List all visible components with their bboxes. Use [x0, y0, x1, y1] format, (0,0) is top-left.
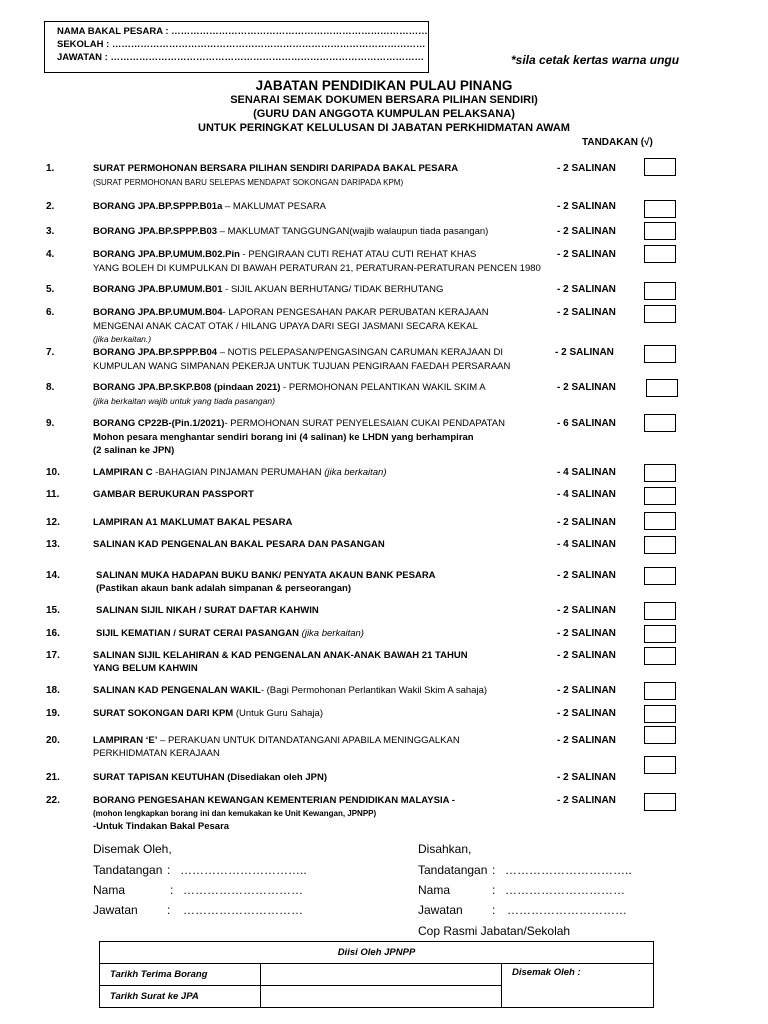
- item-copies: - 2 SALINAN: [555, 347, 614, 358]
- checkbox-item-13[interactable]: [644, 536, 676, 554]
- item-copies: - 2 SALINAN: [557, 163, 616, 174]
- item-number: 12.: [46, 517, 60, 528]
- tandatangan-field-left[interactable]: …………………………..: [180, 863, 307, 877]
- item-copies: - 2 SALINAN: [557, 795, 616, 806]
- item-9-line2: Mohon pesara menghantar sendiri borang ini (4 salinan) ke LHDN yang berhampiran: [93, 432, 474, 443]
- item-1-note: (SURAT PERMOHONAN BARU SELEPAS MENDAPAT SOKONGAN DARIPADA KPM): [93, 178, 404, 187]
- checkbox-item-22[interactable]: [644, 793, 676, 811]
- nama-bakal-pesara-field[interactable]: NAMA BAKAL PESARA : ………………………………………………………………………: [57, 26, 428, 37]
- tandakan-header: TANDAKAN (√): [582, 137, 653, 148]
- checklist-subtitle: (GURU DAN ANGGOTA KUMPULAN PELAKSANA): [253, 108, 515, 120]
- checkbox-item-6[interactable]: [644, 305, 676, 323]
- item-number: 21.: [46, 772, 60, 783]
- item-number: 18.: [46, 685, 60, 696]
- checklist-item-18: SALINAN KAD PENGENALAN WAKIL- (Bagi Permohonan Perlantikan Wakil Skim A sahaja): [93, 685, 488, 696]
- item-number: 10.: [46, 467, 60, 478]
- colon: :: [492, 883, 496, 897]
- checkbox-item-3[interactable]: [644, 222, 676, 240]
- item-number: 1.: [46, 163, 55, 174]
- checklist-item-21: SURAT TAPISAN KEUTUHAN (Disediakan oleh JPN): [93, 772, 328, 783]
- checklist-item-11: GAMBAR BERUKURAN PASSPORT: [93, 489, 254, 500]
- item-copies: - 2 SALINAN: [557, 517, 616, 528]
- item-number: 7.: [46, 347, 55, 358]
- checkbox-item-10[interactable]: [644, 464, 676, 482]
- jawatan-field-left[interactable]: …………………………: [183, 903, 303, 917]
- checklist-item-10: LAMPIRAN C -BAHAGIAN PINJAMAN PERUMAHAN (jika berkaitan): [93, 467, 387, 478]
- tarikh-surat-field[interactable]: [261, 986, 502, 1008]
- jawatan-field[interactable]: JAWATAN : ………………………………………………………………………………………: [57, 52, 424, 63]
- nama-label: Nama: [418, 883, 451, 897]
- checkbox-item-11[interactable]: [644, 487, 676, 505]
- item-number: 13.: [46, 539, 60, 550]
- checklist-item-8: BORANG JPA.BP.SKP.B08 (pindaan 2021) - PERMOHONAN PELANTIKAN WAKIL SKIM A: [93, 382, 486, 393]
- checkbox-item-9[interactable]: [644, 414, 676, 432]
- item-6-note: (jika berkaitan.): [93, 334, 152, 344]
- checklist-item-20: LAMPIRAN ‘E’ – PERAKUAN UNTUK DITANDATANGANI APABILA MENINGGALKAN: [93, 735, 460, 746]
- jawatan-label: Jawatan: [93, 903, 138, 917]
- colon: :: [492, 863, 496, 877]
- bakal-pesara-details-box: [44, 21, 429, 73]
- nama-field-left[interactable]: …………………………: [183, 883, 303, 897]
- print-note: *sila cetak kertas warna ungu: [511, 53, 680, 67]
- office-use-table: [99, 941, 654, 1008]
- tandatangan-field-right[interactable]: …………………………..: [505, 863, 632, 877]
- item-22-line3: -Untuk Tindakan Bakal Pesara: [93, 821, 230, 832]
- checkbox-item-4[interactable]: [644, 245, 676, 263]
- checklist-item-5: BORANG JPA.BP.UMUM.B01 - SIJIL AKUAN BERHUTANG/ TIDAK BERHUTANG: [93, 284, 444, 295]
- checklist-item-1: SURAT PERMOHONAN BERSARA PILIHAN SENDIRI DARIPADA BAKAL PESARA: [93, 163, 459, 174]
- item-copies: - 2 SALINAN: [557, 249, 616, 260]
- colon: :: [167, 903, 171, 917]
- item-copies: - 2 SALINAN: [557, 570, 616, 581]
- checklist-item-9: BORANG CP22B-(Pin.1/2021)- PERMOHONAN SURAT PENYELESAIAN CUKAI PENDAPATAN: [93, 418, 505, 429]
- checklist-title: SENARAI SEMAK DOKUMEN BERSARA PILIHAN SENDIRI): [230, 94, 538, 106]
- item-6-line2: MENGENAI ANAK CACAT OTAK / HILANG UPAYA DARI SEGI JASMANI SECARA KEKAL: [93, 321, 478, 332]
- checklist-item-6: BORANG JPA.BP.UMUM.B04- LAPORAN PENGESAHAN PAKAR PERUBATAN KERAJAAN: [93, 307, 489, 318]
- checkbox-item-16[interactable]: [644, 625, 676, 643]
- checkbox-item-1[interactable]: [644, 158, 676, 176]
- checkbox-item-15[interactable]: [644, 602, 676, 620]
- checkbox-item-8[interactable]: [646, 379, 678, 397]
- colon: :: [167, 863, 171, 877]
- item-20-line2: PERKHIDMATAN KERAJAAN: [93, 748, 220, 759]
- checkbox-item-17[interactable]: [644, 647, 676, 665]
- checkbox-item-12[interactable]: [644, 512, 676, 530]
- sekolah-field[interactable]: SEKOLAH : ………………………………………………………………………………………: [57, 39, 426, 50]
- item-number: 16.: [46, 628, 60, 639]
- checkbox-item-5[interactable]: [644, 282, 676, 300]
- item-number: 9.: [46, 418, 55, 429]
- item-number: 20.: [46, 735, 60, 746]
- office-use-header: Diisi Oleh JPNPP: [100, 942, 654, 964]
- checklist-item-22: BORANG PENGESAHAN KEWANGAN KEMENTERIAN PENDIDIKAN MALAYSIA -: [93, 795, 455, 806]
- checklist-item-14: SALINAN MUKA HADAPAN BUKU BANK/ PENYATA AKAUN BANK PESARA: [96, 570, 436, 581]
- colon: :: [170, 883, 174, 897]
- tandatangan-label: Tandatangan: [418, 863, 488, 877]
- item-number: 15.: [46, 605, 60, 616]
- checkbox-item-20[interactable]: [644, 726, 676, 744]
- checklist-item-17: SALINAN SIJIL KELAHIRAN & KAD PENGENALAN ANAK-ANAK BAWAH 21 TAHUN: [93, 650, 468, 661]
- item-copies: - 2 SALINAN: [557, 201, 616, 212]
- item-9-line3: (2 salinan ke JPN): [93, 445, 175, 456]
- item-copies: - 4 SALINAN: [557, 489, 616, 500]
- checkbox-item-7[interactable]: [644, 345, 676, 363]
- checklist-item-13: SALINAN KAD PENGENALAN BAKAL PESARA DAN PASANGAN: [93, 539, 385, 550]
- item-number: 14.: [46, 570, 60, 581]
- checklist-item-2: BORANG JPA.BP.SPPP.B01a – MAKLUMAT PESARA: [93, 201, 327, 212]
- checklist-item-4: BORANG JPA.BP.UMUM.B02.Pin - PENGIRAAN CUTI REHAT ATAU CUTI REHAT KHAS: [93, 249, 477, 260]
- item-copies: - 2 SALINAN: [557, 307, 616, 318]
- checklist-item-12: LAMPIRAN A1 MAKLUMAT BAKAL PESARA: [93, 517, 293, 528]
- item-copies: - 2 SALINAN: [557, 284, 616, 295]
- item-copies: - 2 SALINAN: [557, 382, 616, 393]
- nama-label: Nama: [93, 883, 126, 897]
- cop-rasmi-label: Cop Rasmi Jabatan/Sekolah: [418, 924, 571, 938]
- item-copies: - 6 SALINAN: [557, 418, 616, 429]
- item-number: 11.: [46, 489, 60, 500]
- checklist-item-7: BORANG JPA.BP.SPPP.B04 – NOTIS PELEPASAN/PENGASINGAN CARUMAN KERAJAAN DI: [93, 347, 504, 358]
- item-7-line2: KUMPULAN WANG SIMPANAN PEKERJA UNTUK TUJUAN PENGIRAAN FAEDAH PERSARAAN: [93, 361, 511, 372]
- item-copies: - 2 SALINAN: [557, 685, 616, 696]
- item-number: 8.: [46, 382, 55, 393]
- disemak-oleh-cell[interactable]: Disemak Oleh :: [502, 964, 654, 1008]
- jawatan-field-right[interactable]: …………………………: [507, 903, 627, 917]
- tarikh-terima-field[interactable]: [261, 964, 502, 986]
- item-number: 17.: [46, 650, 60, 661]
- tarikh-terima-label: Tarikh Terima Borang: [100, 964, 261, 986]
- checkbox-item-20b[interactable]: [644, 756, 676, 774]
- nama-field-right[interactable]: …………………………: [505, 883, 625, 897]
- item-number: 4.: [46, 249, 55, 260]
- checkbox-item-18[interactable]: [644, 682, 676, 700]
- disemak-oleh-heading: Disemak Oleh,: [93, 842, 172, 856]
- checklist-item-16: SIJIL KEMATIAN / SURAT CERAI PASANGAN (jika berkaitan): [96, 628, 364, 639]
- item-14-line2: (Pastikan akaun bank adalah simpanan & perseorangan): [96, 583, 351, 594]
- checkbox-item-2[interactable]: [644, 200, 676, 218]
- item-copies: - 2 SALINAN: [557, 650, 616, 661]
- item-copies: - 4 SALINAN: [557, 467, 616, 478]
- item-8-note: (jika berkaitan wajib untuk yang tiada pasangan): [93, 396, 275, 406]
- jawatan-label: Jawatan: [418, 903, 463, 917]
- item-22-line2: (mohon lengkapkan borang ini dan kemukakan ke Unit Kewangan, JPNPP): [93, 809, 377, 818]
- checklist-item-19: SURAT SOKONGAN DARI KPM (Untuk Guru Sahaja): [93, 708, 323, 719]
- colon: :: [492, 903, 496, 917]
- checklist-item-3: BORANG JPA.BP.SPPP.B03 – MAKLUMAT TANGGUNGAN(wajib walaupun tiada pasangan): [93, 226, 489, 237]
- item-number: 2.: [46, 201, 55, 212]
- item-number: 3.: [46, 226, 55, 237]
- item-copies: - 2 SALINAN: [557, 605, 616, 616]
- item-copies: - 2 SALINAN: [557, 735, 616, 746]
- item-copies: - 4 SALINAN: [557, 539, 616, 550]
- checklist-item-15: SALINAN SIJIL NIKAH / SURAT DAFTAR KAHWIN: [96, 605, 319, 616]
- item-number: 6.: [46, 307, 55, 318]
- item-copies: - 2 SALINAN: [557, 772, 616, 783]
- checkbox-item-14[interactable]: [644, 567, 676, 585]
- checkbox-item-19[interactable]: [644, 705, 676, 723]
- item-17-line2: YANG BELUM KAHWIN: [93, 663, 198, 674]
- item-number: 22.: [46, 795, 60, 806]
- approval-level-title: UNTUK PERINGKAT KELULUSAN DI JABATAN PERKHIDMATAN AWAM: [198, 122, 570, 134]
- disahkan-heading: Disahkan,: [418, 842, 472, 856]
- item-4-line2: YANG BOLEH DI KUMPULKAN DI BAWAH PERATURAN 21, PERATURAN-PERATURAN PENCEN 1980: [93, 263, 541, 274]
- item-number: 19.: [46, 708, 60, 719]
- tarikh-surat-label: Tarikh Surat ke JPA: [100, 986, 261, 1008]
- tandatangan-label: Tandatangan: [93, 863, 163, 877]
- item-copies: - 2 SALINAN: [557, 628, 616, 639]
- item-number: 5.: [46, 284, 55, 295]
- item-copies: - 2 SALINAN: [557, 226, 616, 237]
- item-copies: - 2 SALINAN: [557, 708, 616, 719]
- department-title: JABATAN PENDIDIKAN PULAU PINANG: [255, 78, 513, 93]
